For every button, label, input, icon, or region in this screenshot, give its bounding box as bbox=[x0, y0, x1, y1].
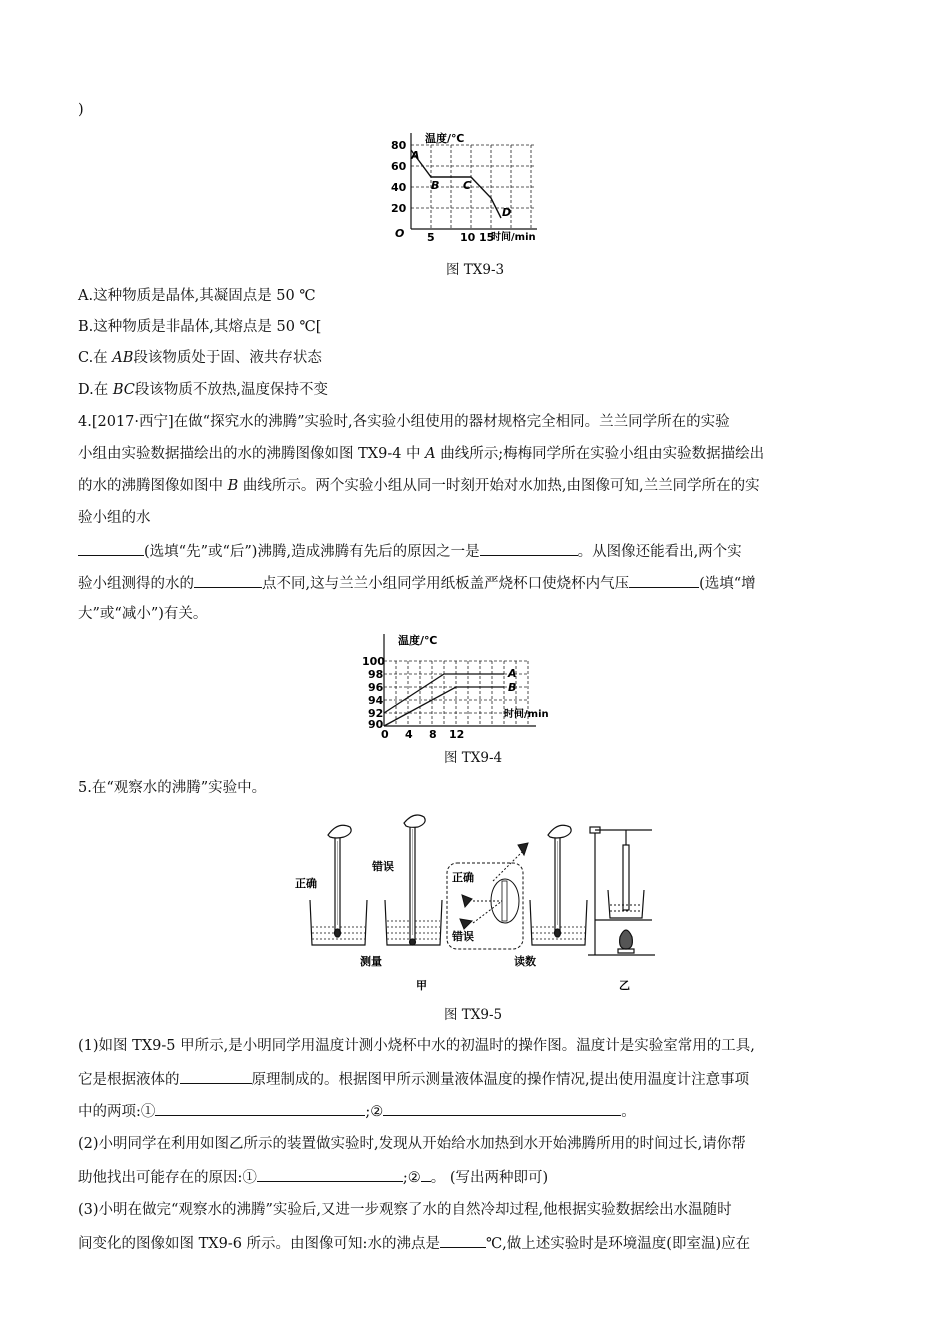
fig4-ytick: 90 bbox=[368, 718, 384, 731]
option-d bbox=[78, 380, 328, 400]
fig3-xtick: 10 bbox=[460, 231, 476, 244]
fig3-xtick: 15 bbox=[479, 231, 495, 244]
fig3-ytick: 40 bbox=[391, 181, 407, 194]
q4-line bbox=[78, 444, 764, 464]
beaker-reading bbox=[530, 825, 587, 945]
q4-line: 4.[2017·西宁]在做“探究水的沸腾”实验时,各实验小组使用的器材规格完全相同。兰兰同学所在的实验 bbox=[78, 414, 730, 430]
q4-text: 验小组测得的水的 bbox=[78, 576, 194, 592]
fig3-ytick: 60 bbox=[391, 160, 407, 173]
fig3-xtick: 5 bbox=[427, 231, 435, 244]
q5-title: 5.在“观察水的沸腾”实验中。 bbox=[78, 780, 267, 796]
label-correct: 正确 bbox=[295, 877, 317, 890]
curve-b-ref: B bbox=[227, 478, 239, 494]
q4-text: 小组由实验数据描绘出的水的沸腾图像如图 TX9-4 中 bbox=[78, 446, 426, 462]
q4-text: 的水的沸腾图像如图中 bbox=[78, 478, 228, 494]
q5-3-line: (3)小明在做完“观察水的沸腾”实验后,又进一步观察了水的自然冷却过程,他根据实验数据绘出水温随时 bbox=[78, 1202, 732, 1218]
stray-paren: ) bbox=[78, 102, 84, 118]
fig4-ytick: 92 bbox=[368, 707, 384, 720]
q4-line bbox=[78, 572, 756, 594]
q5-2-line bbox=[78, 1166, 548, 1188]
segment-bc: BC bbox=[112, 382, 135, 398]
answer-blank[interactable] bbox=[78, 540, 144, 556]
q4-text: 曲线所示;梅梅同学所在实验小组由实验数据描绘出 bbox=[435, 446, 765, 462]
option-c-text: 段该物质处于固、液共存状态 bbox=[133, 350, 322, 366]
label-measure: 测量 bbox=[360, 955, 382, 968]
q4-text: (选填“先”或“后”)沸腾,造成沸腾有先后的原因之一是 bbox=[144, 544, 480, 560]
fig4-ytick: 100 bbox=[362, 655, 385, 668]
q5-3-line bbox=[78, 1232, 750, 1254]
label-read: 读数 bbox=[514, 955, 536, 968]
q4-text: 曲线所示。两个实验小组从同一时刻开始对水加热,由图像可知,兰兰同学所在的实 bbox=[238, 478, 760, 494]
answer-blank[interactable] bbox=[421, 1166, 431, 1182]
beaker-wrong bbox=[385, 815, 442, 945]
figure-tx9-5 bbox=[290, 815, 660, 1000]
curve-a-label: A bbox=[508, 667, 517, 680]
segment-ab: AB bbox=[112, 350, 134, 366]
fig5-caption: 图 TX9-5 bbox=[444, 1007, 503, 1023]
q5-1-text: 原理制成的。根据图甲所示测量液体温度的操作情况,提出使用温度计注意事项 bbox=[251, 1072, 750, 1088]
fig4-ylabel: 温度/℃ bbox=[398, 634, 438, 647]
q5-2-line: (2)小明同学在利用如图乙所示的装置做实验时,发现从开始给水加热到水开始沸腾所用的时间过长,请你帮 bbox=[78, 1136, 746, 1152]
q5-1-line: (1)如图 TX9-5 甲所示,是小明同学用温度计测小烧杯中水的初温时的操作图。温度计是实验室常用的工具, bbox=[78, 1038, 755, 1054]
q5-1-text: 它是根据液体的 bbox=[78, 1072, 180, 1088]
answer-blank[interactable] bbox=[194, 572, 262, 588]
q5-3-text: 间变化的图像如图 TX9-6 所示。由图像可知:水的沸点是 bbox=[78, 1236, 440, 1252]
fig4-xtick: 0 bbox=[381, 728, 389, 741]
curve-a-ref: A bbox=[425, 446, 436, 462]
q5-1-line bbox=[78, 1100, 636, 1122]
q4-text: (选填“增 bbox=[699, 576, 756, 592]
label-read-correct: 正确 bbox=[452, 871, 474, 884]
point-label-b: B bbox=[431, 179, 440, 192]
label-jia: 甲 bbox=[416, 979, 427, 992]
answer-blank[interactable] bbox=[180, 1068, 252, 1084]
q4-line bbox=[78, 540, 742, 562]
q4-text: 点不同,这与兰兰小组同学用纸板盖严烧杯口使烧杯内气压 bbox=[262, 576, 630, 592]
option-c bbox=[78, 348, 322, 368]
point-label-d: D bbox=[502, 206, 512, 219]
curve-b-label: B bbox=[508, 681, 517, 694]
q4-line: 大”或“减小”)有关。 bbox=[78, 606, 208, 622]
fig3-xlabel: 时间/min bbox=[491, 232, 536, 243]
q5-2-text: ;② bbox=[402, 1170, 421, 1186]
answer-blank[interactable] bbox=[383, 1100, 621, 1116]
answer-blank[interactable] bbox=[629, 572, 699, 588]
fig3-origin: O bbox=[395, 227, 405, 240]
option-c-text: C.在 bbox=[78, 350, 113, 366]
q5-1-text: 中的两项:① bbox=[78, 1104, 156, 1120]
q5-2-text: 。 (写出两种即可) bbox=[430, 1170, 549, 1186]
fig4-ytick: 98 bbox=[368, 668, 384, 681]
fig4-xtick: 12 bbox=[449, 728, 465, 741]
fig4-caption: 图 TX9-4 bbox=[444, 750, 503, 766]
fig4-xtick: 4 bbox=[405, 728, 413, 741]
option-d-text: D.在 bbox=[78, 382, 113, 398]
fig4-ytick: 94 bbox=[368, 694, 384, 707]
fig4-ytick: 96 bbox=[368, 681, 384, 694]
figure-tx9-3 bbox=[385, 128, 540, 243]
q5-3-text: ℃,做上述实验时是环境温度(即室温)应在 bbox=[485, 1236, 751, 1252]
figure-tx9-4 bbox=[362, 630, 549, 741]
answer-blank[interactable] bbox=[480, 540, 578, 556]
q4-line: 验小组的水 bbox=[78, 510, 151, 526]
beaker-correct bbox=[310, 825, 367, 945]
fig4-xtick: 8 bbox=[429, 728, 437, 741]
q4-text: 。从图像还能看出,两个实 bbox=[577, 544, 742, 560]
label-wrong: 错误 bbox=[372, 860, 394, 873]
answer-blank[interactable] bbox=[155, 1100, 365, 1116]
q5-1-text: ;② bbox=[365, 1104, 384, 1120]
option-b: B.这种物质是非晶体,其熔点是 50 ℃[ bbox=[78, 319, 322, 335]
fig3-ytick: 20 bbox=[391, 202, 407, 215]
fig3-caption: 图 TX9-3 bbox=[446, 262, 505, 278]
option-d-text: 段该物质不放热,温度保持不变 bbox=[134, 382, 328, 398]
fig3-ytick: 80 bbox=[391, 139, 407, 152]
fig3-ylabel: 温度/℃ bbox=[425, 132, 465, 145]
q5-1-text: 。 bbox=[621, 1104, 636, 1120]
fig4-xlabel: 时间/min bbox=[504, 709, 549, 720]
answer-blank[interactable] bbox=[257, 1166, 403, 1182]
label-yi: 乙 bbox=[619, 979, 630, 992]
q5-1-line bbox=[78, 1068, 749, 1090]
q5-2-text: 助他找出可能存在的原因:① bbox=[78, 1170, 257, 1186]
q4-line bbox=[78, 476, 760, 496]
boiling-apparatus bbox=[588, 827, 655, 955]
option-a: A.这种物质是晶体,其凝固点是 50 ℃ bbox=[78, 288, 316, 304]
point-label-a: A bbox=[411, 149, 420, 162]
grid-lines bbox=[411, 145, 535, 229]
point-label-c: C bbox=[463, 179, 472, 192]
label-read-wrong: 错误 bbox=[452, 930, 474, 943]
answer-blank[interactable] bbox=[440, 1232, 486, 1248]
